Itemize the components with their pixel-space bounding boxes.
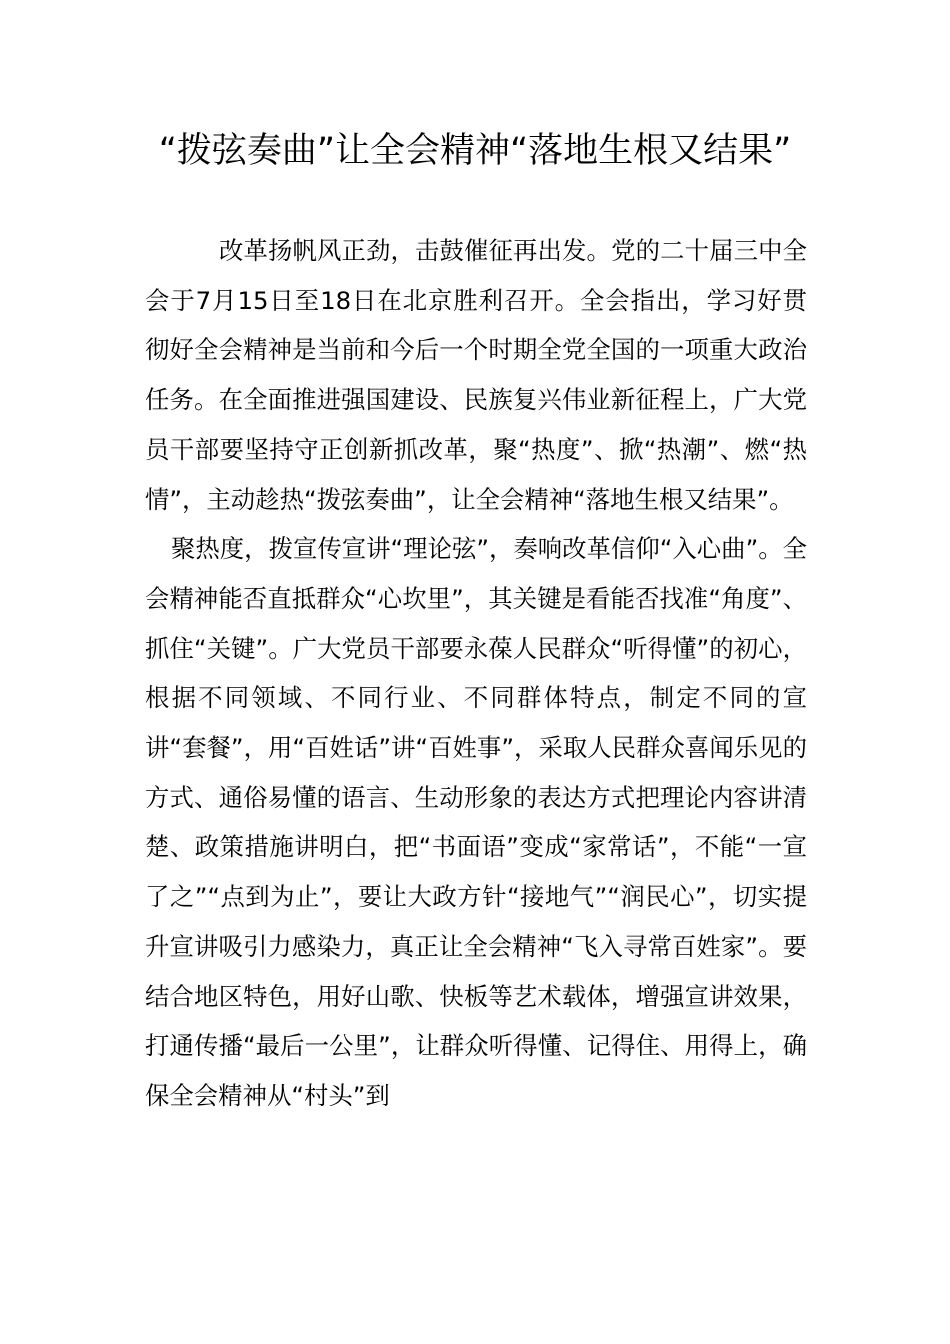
paragraph-1: 改革扬帆风正劲，击鼓催征再出发。党的二十届三中全会于7月15日至18日在北京胜利召开。全会指出，学习好贯彻好全会精神是当前和今后一个时期全党全国的一项重大政治任务。在全面推进强国建设、民族复兴伟业新征程上，广大党员干部要坚持守正创新抓改革，聚“热度”、掀“热潮”、燃“热情”，主动趁热“拨弦奏曲”，让全会精神“落地生根又结果”。 [145, 236, 807, 514]
paragraph-2: 聚热度，拨宣传宣讲“理论弦”，奏响改革信仰“入心曲”。全会精神能否直抵群众“心坎里”，其关键是看能否找准“角度”、抓住“关键”。广大党员干部要永葆人民群众“听得懂”的初心，根据不同领域、不同行业、不同群体特点，制定不同的宣讲“套餐”，用“百姓话”讲“百姓事”，采取人民群众喜闻乐见的方式、通俗易懂的语言、生动形象的表达方式把理论内容讲清楚、政策措施讲明白，把“书面语”变成“家常话”，不能“一宣了之”“点到为止”，要让大政方针“接地气”“润民心”，切实提升宣讲吸引力感染力，真正让全会精神“飞入寻常百姓家”。要结合地区特色，用好山歌、快板等艺术载体，增强宣讲效果，打通传播“最后一公里”，让群众听得懂、记得住、用得上，确保全会精神从“村头”到 [145, 534, 807, 1110]
document-title: “拨弦奏曲”让全会精神“落地生根又结果” [158, 131, 792, 171]
document-body [145, 226, 807, 1121]
